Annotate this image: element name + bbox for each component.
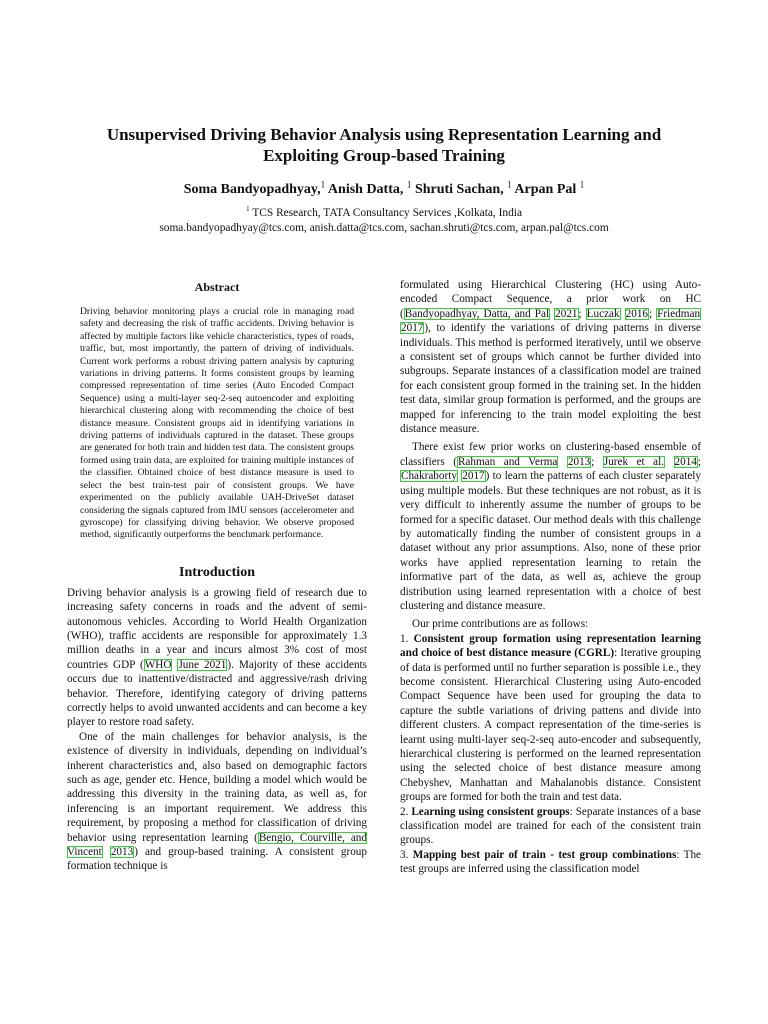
abstract-text: Driving behavior monitoring plays a crucial role in managing road safety and decreasing the risk of traffic accidents. Driving behavior is affected by multiple factors like vehicle characteristics, types of roads, traffic, but, most importantly, the pattern of driving of individuals. Current work performs a robust driving pattern analysis by capturing variations in driving patterns. It forms consistent groups by learning compressed representation of time series (Auto Encoded Compact Sequence) using a multi-layer seq-2-seq autoencoder and exploiting hierarchical clustering along with recommending the choice of best distance measure. Consistent groups aid in identifying variations in driving patterns of individuals captured in the dataset. These groups are generated for both train and hidden test data. The consistent groups formed using train data, are exploited for training multiple instances of the classifier. Obtained choice of best distance measure is used to select the best train-test pair of consistent groups. We have experimented on the publicly available UAH-DriveSet dataset considering the signals captured from IMU sensors (accelerometer and gyroscope) for classifying driving behavior. We observe proposed method, significantly outperforms the benchmark performance.	[80, 306, 354, 541]
paragraph-text: ), to identify the variations of driving patterns in diverse individuals. This method is performed iteratively, until we observe a consistent set of groups which cannot be further divided into subgroups. Separate instances of a classification model are trained for each consistent group formed in the training set. In the hidden test data, similar group formation is performed, and the groups are mapped for inferencing to the train model exploiting the best distance measure.	[400, 322, 701, 436]
citation-link[interactable]: 2013	[567, 455, 591, 468]
contribution-text: : The test groups are inferred using the classification model	[400, 848, 702, 876]
contribution-number: 3.	[400, 848, 413, 861]
affiliation-text: TCS Research, TATA Consultancy Services ,Kolkata, India	[252, 207, 523, 219]
author-affiliation-mark: 1	[579, 179, 585, 190]
citation-separator: ;	[697, 455, 702, 468]
paragraph-text: Driving behavior analysis is a growing field of research due to increasing safety concerns in roads and the advent of semi-autonomous vehicles. According to World Health Organization (WHO), traffic accidents are responsible for approximately 1.3 million deaths in a year and incurs almost 3% cost of most countries GDP (	[67, 586, 367, 671]
citation-link[interactable]: Bandyopadhyay, Datta, and Pal	[404, 307, 550, 320]
contribution-text: : Iterative grouping of data is performed until no further separation is possible i.e., they become consistent. Hierarchical Clustering using Auto-encoded Compact Sequence have been used for grouping the data to capture the subtle variations of driving pattens and divide into different clusters. A compact representation of the time-series is learnt using multi-layer seq-2-seq auto-encoder and subsequently, hierarchical clustering is performed on the learned representation using the selected choice of best distance measure among Chebyshev, Manhattan and Mahalanobis distance. Consistent groups are formed for both the train and test data.	[400, 647, 701, 804]
paper-title	[60, 124, 708, 166]
citation-separator: ;	[649, 307, 657, 320]
author-affiliation-mark: 1	[320, 179, 326, 190]
contribution-item-3	[400, 848, 701, 877]
citation-link[interactable]: Bengio, Courville, and Vincent	[67, 831, 367, 859]
contribution-text: : Separate instances of a base classification model are trained for each of the consistent train groups.	[400, 805, 702, 847]
contribution-item-2	[400, 805, 701, 848]
paragraph-text: There exist few prior works on clustering-based ensemble of classifiers (	[400, 441, 701, 468]
author-affiliation-mark: 1	[507, 179, 512, 190]
abstract-heading: Abstract	[194, 280, 240, 294]
right-paragraph-1	[400, 278, 701, 436]
affiliation-block	[40, 206, 728, 236]
author-name: Anish Datta,	[327, 182, 404, 197]
paragraph-text: ) and group-based training. A consistent group formation technique is	[67, 846, 367, 873]
introduction-paragraph-1	[67, 586, 367, 730]
paragraph-text: formulated using Hierarchical Clustering (HC) using Auto-encoded Compact Sequence, a prior work on HC (	[400, 279, 701, 320]
affiliation-mark: 1	[245, 204, 250, 214]
author-affiliation-mark: 1	[406, 179, 412, 190]
citation-link[interactable]: 2017	[462, 470, 485, 483]
citation-link[interactable]: Friedman	[657, 307, 701, 320]
contribution-number: 1.	[400, 632, 414, 645]
citation-link[interactable]: WHO	[144, 658, 172, 671]
citation-link[interactable]: Rahman and Verma	[457, 455, 558, 468]
author-name: Soma Bandyopadhyay,	[183, 182, 321, 197]
citation-link[interactable]: Chakraborty	[401, 470, 457, 483]
contribution-title: Consistent group formation using representation learning and choice of best distance measure (CGRL)	[400, 632, 702, 660]
author-name: Arpan Pal	[514, 182, 577, 197]
contribution-number: 2.	[400, 805, 412, 818]
contributions-intro: Our prime contributions are as follows:	[412, 618, 589, 631]
citation-link[interactable]: 2016	[625, 307, 649, 320]
affiliation	[40, 206, 728, 221]
author-list	[60, 181, 708, 199]
introduction-heading: Introduction	[179, 564, 255, 580]
right-column	[400, 278, 701, 877]
title-line-2: Exploiting Group-based Training	[263, 146, 505, 165]
citation-separator: ;	[591, 455, 603, 468]
right-paragraph-2	[400, 440, 701, 613]
citation-link[interactable]: June 2021	[178, 658, 227, 671]
author-emails: soma.bandyopadhyay@tcs.com, anish.datta@tcs.com, sachan.shruti@tcs.com, arpan.pal@tcs.com	[159, 222, 609, 234]
contribution-title: Mapping best pair of train - test group combinations	[412, 848, 677, 861]
introduction-paragraph-2	[67, 730, 367, 874]
citation-link[interactable]: Łuczak	[586, 307, 620, 320]
citation-link[interactable]: 2017	[401, 322, 424, 335]
paragraph-text: One of the main challenges for behavior analysis, is the existence of diversity in individuals, depending on individual’s inherent characteristics and, also based on demographic factors such as age, gender etc. Hence, building a model which would be addressing this diversity in the training data, as well as, for inferencing is an important requirement. We address this requirement, by proposing a method for classification of driving behavior using representation learning (	[67, 730, 367, 844]
paragraph-text: ). Majority of these accidents occurs due to inattentive/distracted and aggressive/rash driving behavior. Therefore, identifying category of driving patterns correctly helps to avoid unwanted accidents and can become a key player to restore road safety.	[67, 658, 367, 729]
citation-link[interactable]: 2014	[674, 455, 697, 468]
contribution-item-1	[400, 632, 701, 805]
citation-link[interactable]: Jurek et al.	[603, 455, 665, 468]
left-column	[67, 280, 367, 874]
contribution-title: Learning using consistent groups	[411, 805, 570, 818]
citation-link[interactable]: 2021	[555, 307, 578, 320]
title-line-1: Unsupervised Driving Behavior Analysis using Representation Learning and	[106, 125, 662, 144]
citation-link[interactable]: 2013	[110, 846, 134, 859]
paragraph-text: ) to learn the patterns of each cluster separately using multiple models. But these techniques are not robust, as it is very difficult to inherently assume the number of groups to be formed for a specific dataset. Our method deals with this challenge by automatically finding the number of consistent groups in a dataset without any prior assumptions. Also, none of these prior works have applied representation learning to retain the informative part of the data, as well as, achieve the group distribution using learned representation with a choice of best clustering and distance measure.	[400, 470, 702, 612]
author-name: Shruti Sachan,	[414, 182, 504, 197]
citation-separator: ;	[578, 307, 586, 320]
